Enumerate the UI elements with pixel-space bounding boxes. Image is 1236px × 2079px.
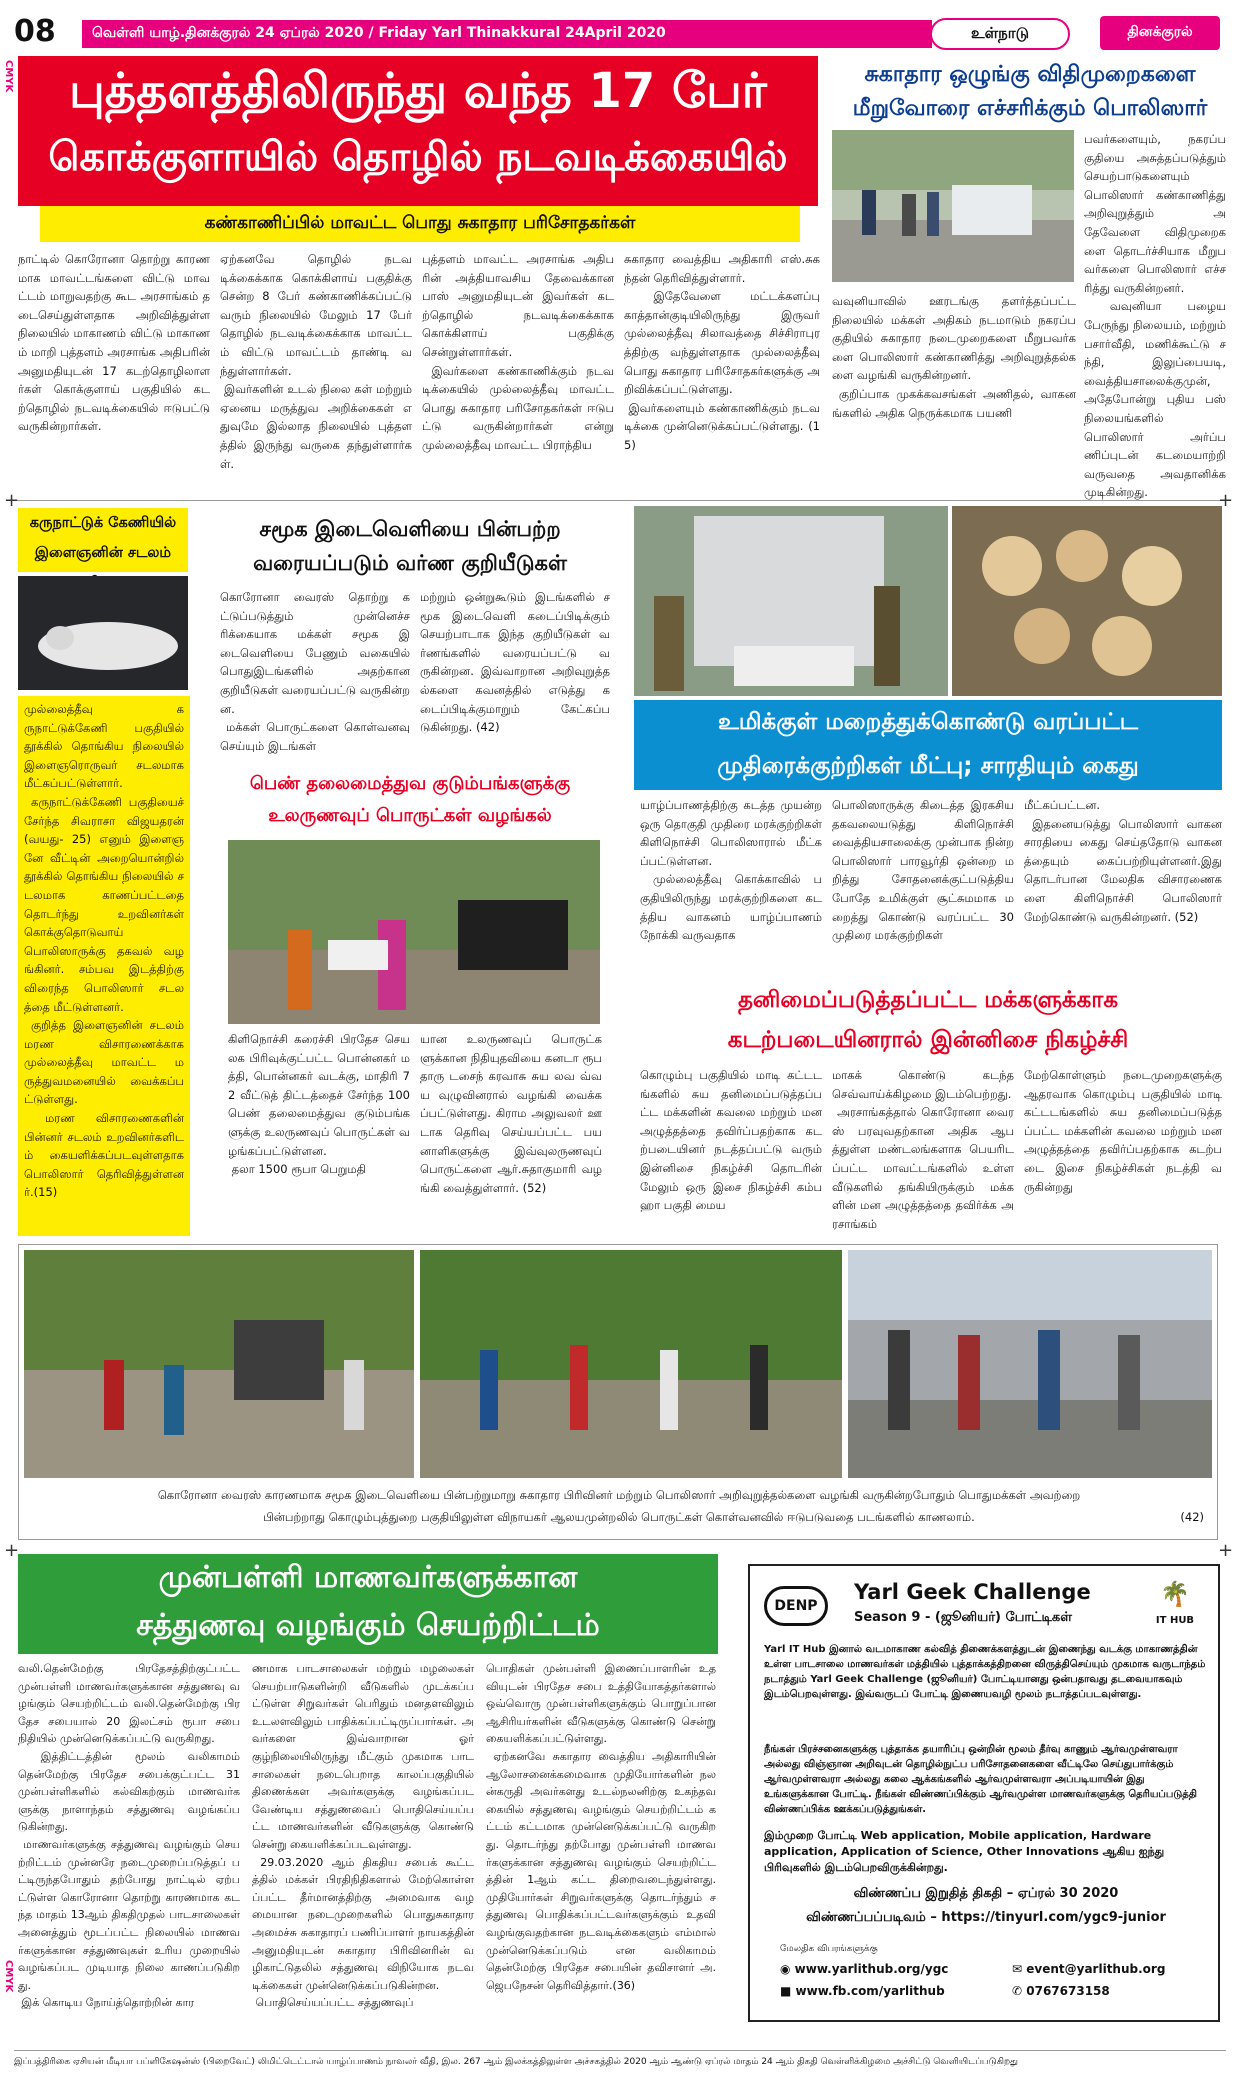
body-story-photo: [18, 576, 188, 690]
phone-icon: ✆: [1012, 1984, 1023, 1998]
navy-headline-line-2: கடற்படையினரால் இன்னிசை நிகழ்ச்சி: [727, 1027, 1129, 1053]
timber-col-2: பொலிஸாருக்கு கிடைத்த இரகசிய தகவலையடுத்து கிளிநொச்சி வைத்தியசாலைக்கு முன்பாக நின்ற பொலிஸார் பாரவூர்தி ஒன்றை மறித்து சோதனைக்குட்படுத்திய போதே உமிக்குள் சூட்சுமமாக மறைத்து கொண்டு வரப்பட்ட 30 முதிரை மரக்குற்றிகள்: [832, 798, 1018, 943]
police-col-right: பவர்களையும், நகரப்பகுதியை அசுத்தப்படுத்தும் செயற்பாடுகளையும் பொலிஸார் கண்காணித்து அறிவுறுத்தும் அதேவேளை விதிமுறைகளை தொடர்ச்சியாக மீறுபவர்களை பொலிஸார் எச்சரித்து வருகின்றனர். வவுனியா பழைய பேருந்து நிலையம், மற்றும் பசார்வீதி, மணிக்கூட்டு சந்தி, இலுப்பையடி, வைத்தியசாலைக்குமுன், அதேபோன்று புதிய பஸ் நிலையங்களில் பொலிஸார் அர்ப்பணிப்புடன் கடமையாற்றி வருவதை அவதானிக்க முடிகின்றது.: [1084, 132, 1226, 500]
lead-col-3: புத்தளம் மாவட்ட அரசாங்க அதிபரின் அத்தியாவசிய தேவைக்கான பாஸ் அனுமதியுடன் இவர்கள் கடற்தொழில் நடவடிக்கைக்காக கொக்கிளாய் பகுதிக்கு சென்றுள்ளார்கள். இவர்களை கண்காணிக்கும் நடவடிக்கையில் முல்லைத்தீவு மாவட்ட பொது சுகாதார பரிசோதகர்கள் ஈடுபட்டு வருகின்றார்கள் என்று முல்லைத்தீவு மாவட்ட பிராந்திய: [422, 252, 615, 452]
ygc-facebook[interactable]: [780, 1984, 1000, 1998]
newspaper-logo: [1100, 16, 1220, 50]
nutrition-headline-line-1: முன்பள்ளி மாணவர்களுக்கான: [158, 1560, 578, 1595]
body-headline-line-1: கருநாட்டுக் கேணியில்: [29, 515, 177, 531]
ygc-para-2: நீங்கள் பிரச்சனைகளுக்கு புத்தாக்க தயாரிப்பு ஒன்றின் மூலம் தீர்வு காணும் ஆர்வமுள்ளவரா அல்லது விஞ்ஞான அறிவுடன் தொழில்நுட்ப பரிசோதனைகளை வீட்டிலே செய்துபார்க்கும் ஆர்வமுள்ளவரா அல்லது கலை ஆக்கங்களில் ஆர்வமுள்ளவரா அப்படியாயின் இது உங்களுக்கான போட்டி. நீங்கள் விண்ணப்பிக்கும் ஆர்வமுள்ள மாணவர்களுக்கு தெரியப்படுத்தி விண்ணப்பிக்க ஊக்கப்படுத்துங்கள்.: [764, 1744, 1197, 1815]
registration-mark: +: [4, 1540, 20, 1561]
market-photo-1: [24, 1250, 414, 1478]
photo-caption-line-1: கொரோனா வைரஸ் காரணமாக சமூக இடைவெளியை பின்பற்றுமாறு சுகாதார பிரிவினர் மற்றும் பொலிஸார் அறிவுறுத்தல்களை வழங்கி வருகின்றபோதும் பொதுமக்கள் அவற்றை: [157, 1488, 1081, 1502]
registration-mark: +: [4, 490, 20, 511]
denp-logo: [764, 1586, 828, 1626]
ygc-web[interactable]: [780, 1962, 1000, 1976]
lead-headline-line-2: கொக்குளாயில் தொழில் நடவடிக்கையில்: [48, 134, 788, 180]
police-headline-line-1: சுகாதார ஒழுங்கு விதிமுறைகளை: [864, 62, 1196, 87]
ygc-advert: [748, 1564, 1220, 2022]
color-headline-line-1: சமூக இடைவெளியை பின்பற்ற: [259, 517, 561, 541]
body-story-text: முல்லைத்தீவு கருநாட்டுக்கேணி பகுதியில் தூக்கில் தொங்கிய நிலையில் இளைஞரொருவர் சடலமாக மீட்கப்பட்டுள்ளார். கருநாட்டுக்கேணி பகுதியைச் சேர்ந்த சிவராசா விஜயதரன் (வயது- 25) எனும் இளைஞனே வீட்டின் அறையொன்றில் தூக்கில் தொங்கிய நிலையில் சடலமாக காணப்பட்டதை தொடர்ந்து உறவினர்கள் கொக்குதொடுவாய் பொலிஸாருக்கு தகவல் வழங்கினர். சம்பவ இடத்திற்கு விரைந்த பொலிஸார் சடலத்தை மீட்டுள்ளனர். குறித்த இளைஞனின் சடலம் மரண விசாரணைக்காக முல்லைத்தீவு மாவட்ட மருத்துவமனையில் வைக்கப்பட்டுள்ளது. மரண விசாரணைகளின் பின்னர் சடலம் உறவினர்களிடம் கையளிக்கப்படவுள்ளதாக பொலிஸார் தெரிவித்துள்ளனர்.(15): [18, 696, 190, 1236]
navy-headline: [634, 980, 1222, 1064]
women-story-headline: [200, 768, 620, 834]
email-icon: ✉: [1012, 1962, 1023, 1976]
navy-col-3: மேற்கொள்ளும் நடைமுறைகளுக்கு ஆதரவாக கொழும்பு பகுதியில் மாடி கட்டடங்களில் சுய தனிமைப்படுத்தப்பட்ட மக்களின் கவலை மற்றும் மன அழுத்தத்தை தவிர்ப்பதற்காக கடற்படை இசை நிகழ்ச்சிகள் நடத்தி வருகின்றது: [1024, 1068, 1226, 1194]
women-col-1: கிளிநொச்சி கரைச்சி பிரதேச செயலக பிரிவுக்குட்பட்ட பொன்னகர் மத்தி, பொன்னகர் வடக்கு, மாதிரி 72 வீட்டுத் திட்டத்தைச் சேர்ந்த 100 பெண் தலைமைத்துவ குடும்பங்களுக்கு உலருணவுப் பொருட்கள் வழங்கப்பட்டுள்ளன. தலா 1500 ரூபா பெறுமதி: [228, 1032, 410, 1177]
body-story-headline: [18, 508, 188, 572]
navy-col-2: மாகக் கொண்டு கடந்த செவ்வாய்க்கிழமை இடம்பெற்றது. அரசாங்கத்தால் கொரோனா வைரஸ் பரவுவதற்கான அதிக ஆபத்துள்ள மண்டலங்களாக பெயரிடப்பட்ட மாவட்டங்களில் உள்ள வீடுகளில் தங்கியிருக்கும் மக்களின் மன அழுத்தத்தை தவிர்க்க அரசாங்கம்: [832, 1068, 1014, 1231]
ygc-season: Season 9 - (ஜூனியர்) போட்டிகள்: [854, 1610, 1072, 1625]
lead-col-1: நாட்டில் கொரோனா தொற்று காரணமாக மாவட்டங்களை விட்டு மாவட்டம் மாறுவதற்கு கூட அரசாங்கம் தடைசெய்துள்ளதாக அறிவித்துள்ள நிலையில் மாகாணம் விட்டு மாகாணம் மாறி புத்தளம் அரசாங்க அதிபரின் அனுமதியுடன் 17 கடற்தொழிலாளர்கள் கொக்குளாய் பகுதியில் கடற்தொழில் நடவடிக்கையில் ஈடுபட்டு வருகின்றார்கள்.: [18, 252, 214, 434]
color-col-1: கொரோனா வைரஸ் தொற்று கட்டுப்படுத்தும் முன்னெச்சரிக்கையாக மக்கள் சமூக இடைவெளியை பேணும் வகையில் பொதுஇடங்களில் அதற்கான குறியீடுகள் வரையப்பட்டு வருகின்றன. மக்கள் பொருட்களை கொள்வனவு செய்யும் இடங்கள்: [220, 590, 410, 753]
navy-col-1: கொழும்பு பகுதியில் மாடி கட்டடங்களில் சுய தனிமைப்படுத்தப்பட்ட மக்களின் கவலை மற்றும் மன அழுத்தத்தை தவிர்ப்பதற்காக கடற்படையினர் நடத்தப்பட்டு வரும் இன்னிசை நிகழ்ச்சி தொடரின் மேலும் ஒரு இசை நிகழ்ச்சி கம்பஹா பகுதி மைய: [640, 1068, 826, 1213]
police-photo: [832, 130, 1074, 282]
ygc-email[interactable]: [1012, 1962, 1212, 1976]
timber-headline-line-2: முதிரைக்குற்றிகள் மீட்பு; சாரதியும் கைது: [717, 753, 1139, 779]
women-headline-line-1: பெண் தலைமைத்துவ குடும்பங்களுக்கு: [249, 773, 571, 794]
police-headline: [830, 58, 1230, 128]
registration-mark: +: [1218, 1540, 1234, 1561]
nutrition-col-1: வலி.தென்மேற்கு பிரதேசத்திற்குட்பட்ட முன்பள்ளி மாணவர்களுக்கான சத்துணவு வழங்கும் செயற்றிட்டம் வலி.தென்மேற்கு பிரதேச சபையால் 20 இலட்சம் ரூபா சபை நிதியில் முன்னெடுக்கப்பட்டு வருகிறது. இத்திட்டத்தின் மூலம் வலிகாமம் தென்மேற்கு பிரதேச சபைக்குட்பட்ட 31 முன்பள்ளிகளில் கல்விகற்கும் மாணவர்களுக்கு நாளாந்தம் சத்துணவு வழங்கப்படுகின்றது. மாணவர்களுக்கு சத்துணவு வழங்கும் செயற்றிட்டம் முன்னரே நடைமுறைப்படுத்தப் பட்டிருந்தபோதும் தற்போது நாட்டில் ஏற்பட்டுள்ள கொரோனா தொற்று காரணமாக கடந்த மாதம் 13ஆம் திகதிமுதல் பாடசாலைகள் அனைத்தும் மூடப்பட்ட நிலையில் மாணவர்களுக்கான சத்துணவுகள் உரிய முறையில் வழங்கப்பட முடியாத நிலை காணப்படுகிறது. இக் கொடிய நோய்த்தொற்றின் கார: [18, 1662, 240, 2010]
body-headline-line-2: இளைஞனின் சடலம்: [34, 545, 172, 561]
nutrition-col-2: ணமாக பாடசாலைகள் மற்றும் மழலைகள் செயற்பாடுகளின்றி வீடுகளில் முடக்கப்பட்டுள்ள சிறுவர்கள் பெரிதும் மனதளவிலும் உடலளவிலும் பாதிக்கப்பட்டிருப்பார்கள். அவர்களை இவ்வாறான ஓர் குழ்நிலையிலிருந்து மீட்கும் முகமாக பாடசாலைகள் நடைபெறாத காலப்பகுதியில் திணைக்கள அவர்களுக்கு வழங்கப்படவேண்டிய சத்துணவைப் பொதிசெய்யப்பட்ட மாணவர்களின் வீடுகளுக்கு கொண்டு சென்று கையளிக்கப்படவுள்ளது. 29.03.2020 ஆம் திகதிய சபைக் கூட்டத்தில் மக்கள் பிரதிநிதிகளால் மேற்கொள்ளப்பட்ட தீர்மானத்திற்கு அமைவாக வழமையான நடைமுறைகளில் பொதுசுகாதார அமைச்சு சுகாதாரப் பணிப்பாளர் நாயகத்தின் அனுமதியுடன் சுகாதார பிரிவினரின் வழிகாட்டுதலில் சத்துணவு விநியோக நடவடிக்கைகள் முன்னெடுக்கப்படுகின்றன. பொதிசெய்யப்பட்ட சத்துணவுப்: [252, 1662, 474, 2010]
globe-icon: ◉: [780, 1962, 791, 1976]
section-tab-label: உள்நாடு: [971, 24, 1029, 42]
cmyk-mark-bottom: CMYK: [3, 1960, 14, 1993]
horizontal-rule: [14, 500, 1226, 501]
ygc-email-text: event@yarlithub.org: [1026, 1962, 1166, 1976]
ygc-web-text: www.yarlithub.org/ygc: [794, 1962, 949, 1976]
page-number: 08: [14, 14, 56, 49]
timber-headline-line-1: உமிக்குள் மறைத்துக்கொண்டு வரப்பட்ட: [717, 709, 1139, 735]
logo-text: தினக்குரல்: [1127, 24, 1193, 40]
ygc-phone-text: 0767673158: [1026, 1984, 1110, 1998]
lead-headline-line-1: புத்தளத்திலிருந்து வந்த 17 பேர்: [69, 63, 767, 119]
cmyk-mark-top: CMYK: [3, 60, 14, 93]
women-story-photo: [228, 840, 600, 1024]
imprint-footer: இப்பத்திரிகை ஏசியன் மீடியா பப்ளிகேஷன்ஸ் (பிறைவேட்) லிமிட்டெட்டால் யாழ்ப்பாணம் நாவலர் வீதி, இல. 267 ஆம் இலக்கத்திலுள்ள அச்சகத்தில் 2020 ஆம் ஆண்டு ஏப்ரல் மாதம் 24 ஆம் திகதி வெள்ளிக்கிழமை அச்சிட்டு வெளியிடப்படுகிறது: [14, 2050, 1226, 2072]
women-headline-line-2: உலருணவுப் பொருட்கள் வழங்கல்: [268, 805, 552, 826]
ygc-more-info: மேலதிக விபரங்களுக்கு: [780, 1944, 878, 1954]
ygc-phone[interactable]: [1012, 1984, 1212, 1998]
color-col-2: மற்றும் ஒன்றுகூடும் இடங்களில் சமூக இடைவெளி கடைப்பிடிக்கும் செயற்பாடாக இந்த குறியீடுகள் வர்ணங்களில் வரையப்பட்டு வருகின்றன. இவ்வாறான அறிவுறுத்தல்களை கவனத்தில் எடுத்து கடைப்பிடிக்குமாறும் கேட்கப்படுகின்றது. (42): [420, 590, 614, 735]
timber-col-3: மீட்கப்பட்டன. இதனையடுத்து பொலிஸார் வாகன சாரதியை கைது செய்ததோடு வாகனத்தையும் கைப்பற்றியுள்ளனர்.இது தொடர்பான மேலதிக விசாரணைகளை கிளிநொச்சி பொலிஸார் மேற்கொண்டு வருகின்றனர். (52): [1024, 798, 1223, 924]
ygc-para-3: இம்முறை போட்டி Web application, Mobile application, Hardware application, Application of Science, Other Innovations ஆகிய ஐந்து பிரிவுகளில் இடம்பெறவிருக்கின்றது.: [764, 1829, 1165, 1874]
color-headline-line-2: வரையப்படும் வர்ண குறியீடுகள்: [253, 551, 567, 575]
photo-caption-code: (42): [1180, 1510, 1204, 1524]
timber-photo-truck: [634, 506, 948, 696]
timber-col-1: யாழ்ப்பாணத்திற்கு கடத்த முயன்ற ஒரு தொகுதி முதிரை மரக்குற்றிகள் கிளிநொச்சி பொலிஸாரால் மீட்கப்பட்டுள்ளன. முல்லைத்தீவு கொக்காவில் பகுதியிலிருந்து மரக்குற்றிகளை கடத்திய வாகனம் யாழ்ப்பாணம் நோக்கி வருவதாக: [640, 798, 822, 943]
market-photo-2: [420, 1250, 842, 1478]
color-story-headline: [200, 512, 620, 580]
ygc-apply-link[interactable]: விண்ணப்பப்படிவம் – https://tinyurl.com/ygc9-junior: [806, 1910, 1166, 1925]
nutrition-col-3: பொதிகள் முன்பள்ளி இணைப்பாளரின் உதவியுடன் பிரதேச சபை உத்தியோகத்தர்களால் ஒவ்வொரு முன்பள்ளிகளுக்கும் பொறுப்பான ஆசிரியர்களின் வீடுகளுக்கு கொண்டு சென்று கையளிக்கப்பட்டுள்ளது. ஏற்கனவே சுகாதார வைத்திய அதிகாரியின் ஆலோசனைக்கமைவாக முதியோர்களின் நலன்கருதி அவர்களது உடல்நலனிற்கு உகந்தவகையில் சத்துணவு வழங்கும் செயற்றிட்டம் கட்டம் கட்டமாக முன்னெடுக்கப்பட்டு வருகிறது. தொடர்ந்து தற்போது முன்பள்ளி மாணவர்களுக்கான சத்துணவு வழங்கும் செயற்றிட்டத்தின் 1ஆம் கட்ட திறைவடைந்துள்ளது. முதியோர்கள் சிறுவர்களுக்கு தொடர்ந்தும் சத்துணவு பொதிக்கப்பட்டவர்களுக்கும் உதவி வழங்குவதற்கான நடவடிக்கைகளும் எம்மால் முன்னெடுக்கப்படும் என வலிகாமம் தென்மேற்கு பிரதேச சபையின் தவிசாளர் அ.ஜெபநேசன் தெரிவித்தார்.(36): [486, 1662, 716, 1992]
it-hub-logo: [1142, 1580, 1208, 1632]
women-col-2: யான உலருணவுப் பொருட்களுக்கான நிதியுதவியை கனடா ரூபதாரு டசைந் கரவாசு சுய லவ வ்வய வுழுவினரால் வழங்கி வைக்கப்பட்டுள்ளது. கிராம அலுவலர் ஊடாக தெரிவு செய்யப்பட்ட பயனாளிகளுக்கு இவ்வுலருணவுப் பொருட்களை ஆர்.சுதாகுமாரி வழங்கி வைத்துள்ளார். (52): [420, 1032, 606, 1195]
timber-headline: [634, 700, 1222, 790]
police-headline-line-2: மீறுவோரை எச்சரிக்கும் பொலிஸார்: [852, 96, 1208, 121]
police-col-left: வவுனியாவில் ஊரடங்கு தளர்த்தப்பட்ட நிலையில் மக்கள் அதிகம் நடமாடும் நகரப்பகுதியில் சுகாதார நடைமுறைகளை மீறுபவர்களை பொலிஸார் கண்காணித்து அறிவுறுத்தல்களை வழங்கி வருகின்றனர். குறிப்பாக முகக்கவசங்கள் அணிதல், வாகனங்களில் அதிக நெருக்கமாக பயணி: [832, 294, 1077, 420]
masthead-bar: [82, 20, 932, 48]
lead-headline-box: [18, 56, 818, 206]
ygc-para-1: Yarl IT Hub இனால் வடமாகாண கல்வித் திணைக்களத்துடன் இணைந்து வடக்கு மாகாணத்தின் உள்ள பாடசாலை மாணவர்கள் மத்தியில் புத்தாக்கத்திறனை விருத்திசெய்யும் முகமாக வருடாந்தம் நடாத்தும் Yarl Geek Challenge (ஜூனியர்) போட்டியானது ஒன்பதாவது தடவையாகவும் இடம்பெறவுள்ளது. இவ்வருடப் போட்டி இணையவழி மூலம் நடாத்தப்படவுள்ளது.: [764, 1644, 1206, 1700]
nutrition-headline: [18, 1554, 718, 1654]
ygc-facebook-text: www.fb.com/yarlithub: [795, 1984, 945, 1998]
timber-photo-logs: [952, 506, 1222, 696]
lead-subhead-text: கண்காணிப்பில் மாவட்ட பொது சுகாதார பரிசோதகர்கள்: [204, 213, 636, 233]
lead-col-2: ஏற்கனவே தொழில் நடவடிக்கைக்காக கொக்கிளாய் பகுதிக்கு சென்ற 8 பேர் கண்காணிக்கப்பட்டு வரும் நிலையில் மேலும் 17 பேர் தொழில் நடவடிக்கைக்காக மாவட்டம் விட்டு மாவட்டம் தாண்டி வந்துள்ளார்கள். இவர்களின் உடல் நிலை கள் மற்றும் ஏனைய மருத்துவ அறிக்கைகள் எதுவுமே இல்லாத நிலையில் புத்தளத்தில் இருந்து வருகை தந்துள்ளார்கள்.: [220, 252, 413, 471]
nutrition-headline-line-2: சத்துணவு வழங்கும் செயற்றிட்டம்: [136, 1608, 600, 1643]
lead-col-4: சுகாதார வைத்திய அதிகாரி எஸ்.சுகந்தன் தெரிவித்துள்ளார். இதேவேளை மட்டக்களப்பு காத்தான்குடியிலிருந்து இருவர் முல்லைத்தீவு சிலாவத்தை சிச்சிராபுரத்திற்கு வந்துள்ளதாக முல்லைத்தீவு பொது சுகாதார பரிசோதகர்களுக்கு அறிவிக்கப்பட்டுள்ளது. இவர்களையும் கண்காணிக்கும் நடவடிக்கை முன்னெடுக்கப்பட்டுள்ளது. (15): [624, 252, 820, 452]
denp-logo-text: DENP: [774, 1598, 818, 1614]
registration-mark: +: [1218, 490, 1234, 511]
photo-caption-line-2: பின்பற்றாது கொழும்புத்துறை பகுதியிலுள்ள விநாயகர் ஆலயமுன்றலில் பொருட்கள் கொள்வனவில் ஈடுபடுவதை படங்களில் காணலாம்.: [263, 1510, 975, 1524]
market-photo-3: [848, 1250, 1212, 1478]
ygc-title: Yarl Geek Challenge: [854, 1580, 1091, 1604]
lead-subhead: [40, 206, 800, 242]
ygc-deadline: விண்ணப்ப இறுதித் திகதி – ஏப்ரல் 30 2020: [853, 1886, 1119, 1901]
palm-icon: 🌴: [1160, 1580, 1190, 1608]
photo-caption: [24, 1484, 1214, 1534]
masthead-date: வெள்ளி யாழ்.தினக்குரல் 24 ஏப்ரல் 2020 / Friday Yarl Thinakkural 24April 2020: [92, 25, 666, 41]
section-tab: [930, 18, 1070, 50]
it-hub-logo-text: IT HUB: [1155, 1615, 1195, 1626]
navy-headline-line-1: தனிமைப்படுத்தப்பட்ட மக்களுக்காக: [737, 987, 1119, 1013]
facebook-icon: ■: [780, 1984, 792, 1998]
